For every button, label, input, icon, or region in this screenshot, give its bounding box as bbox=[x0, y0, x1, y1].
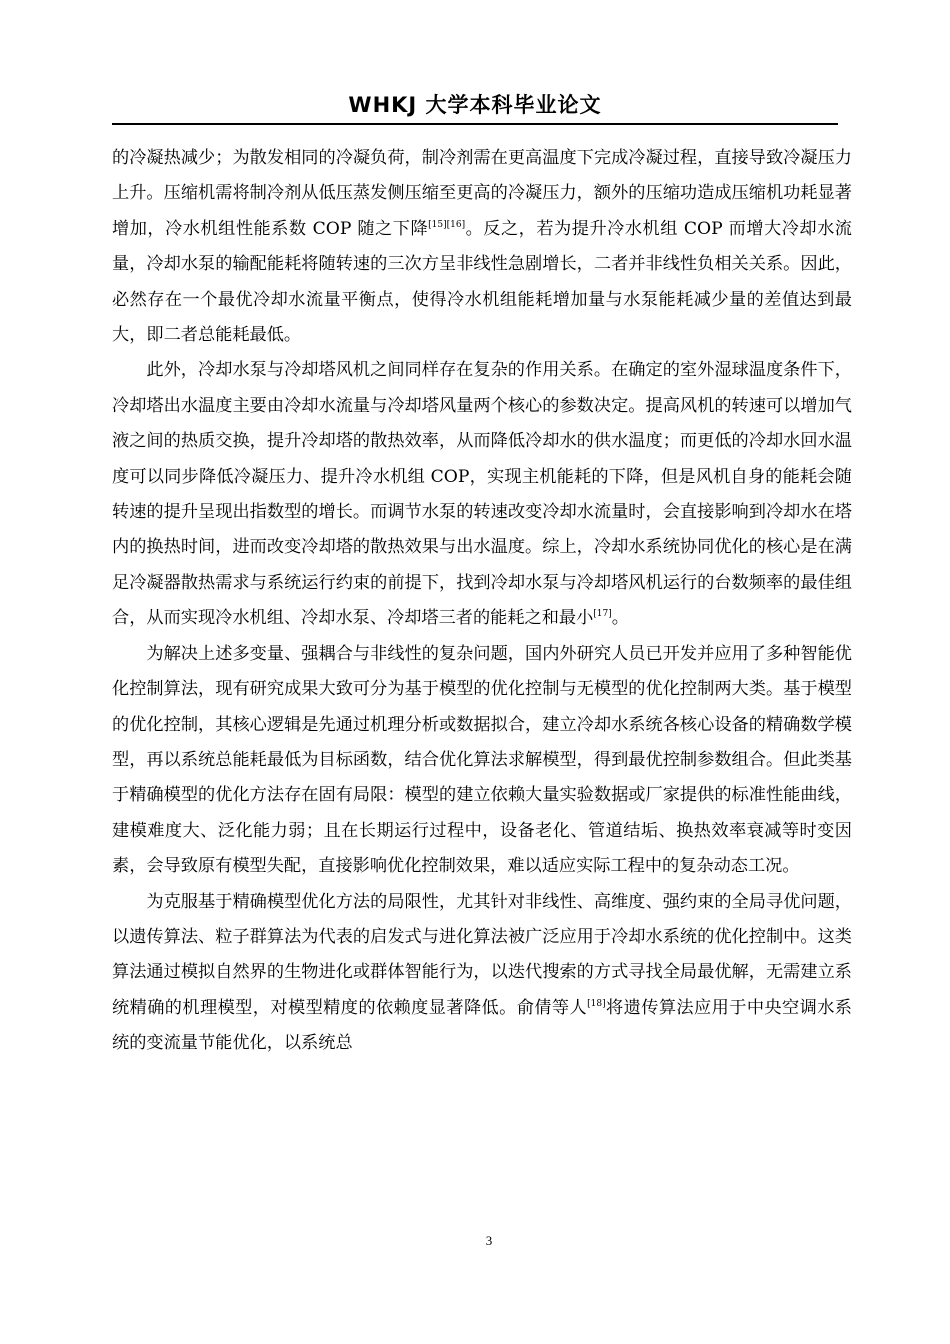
citation: [17] bbox=[593, 609, 612, 620]
body-text bbox=[112, 141, 852, 1062]
paragraph bbox=[112, 353, 852, 636]
paragraph-text: 的冷凝热减少；为散发相同的冷凝负荷，制冷剂需在更高温度下完成冷凝过程，直接导致冷凝压力上升。压缩机需将制冷剂从低压蒸发侧压缩至更高的冷凝压力，额外的压缩功造成压缩机功耗显著增加，冷水机组性能系数 COP 随之下降 bbox=[112, 148, 852, 239]
header-divider bbox=[112, 123, 838, 125]
paragraph-text: 将遗传算法应用于中央空调水系统的变流量节能优化，以系统总 bbox=[112, 997, 852, 1054]
page-number: 3 bbox=[485, 1233, 493, 1248]
paragraph-text: 为解决上述多变量、强耦合与非线性的复杂问题，国内外研究人员已开发并应用了多种智能优化控制算法，现有研究成果大致可分为基于模型的优化控制与无模型的优化控制两大类。基于模型的优化控制，其核心逻辑是先通过机理分析或数据拟合，建立冷却水系统各核心设备的精确数学模型，再以系统总能耗最低为目标函数，结合优化算法求解模型，得到最优控制参数组合。但此类基于精确模型的优化方法存在固有局限：模型的建立依赖大量实验数据或厂家提供的标准性能曲线，建模难度大、泛化能力弱；且在长期运行过程中，设备老化、管道结垢、换热效率衰减等时变因素，会导致原有模型失配，直接影响优化控制效果，难以适应实际工程中的复杂动态工况。 bbox=[112, 643, 852, 877]
paragraph-text: 。 bbox=[611, 608, 629, 629]
citation: [15][16] bbox=[428, 219, 466, 230]
citation: [18] bbox=[587, 998, 606, 1009]
paragraph-text: 此外，冷却水泵与冷却塔风机之间同样存在复杂的作用关系。在确定的室外湿球温度条件下，冷却塔出水温度主要由冷却水流量与冷却塔风量两个核心的参数决定。提高风机的转速可以增加气液之间的热质交换，提升冷却塔的散热效率，从而降低冷却水的供水温度；而更低的冷却水回水温度可以同步降低冷凝压力、提升冷水机组 COP，实现主机能耗的下降，但是风机自身的能耗会随转速的提升呈现出指数型的增长。而调节水泵的转速改变冷却水流量时，会直接影响到冷却水在塔内的换热时间，进而改变冷却塔的散热效果与出水温度。综上，冷却水系统协同优化的核心是在满足冷凝器散热需求与系统运行约束的前提下，找到冷却水泵与冷却塔风机运行的台数频率的最佳组合，从而实现冷水机组、冷却水泵、冷却塔三者的能耗之和最小 bbox=[112, 360, 852, 629]
paragraph bbox=[112, 885, 852, 1062]
paragraph-text: 。反之，若为提升冷水机组 COP 而增大冷却水流量，冷却水泵的输配能耗将随转速的三次方呈非线性急剧增长，二者并非线性负相关关系。因此，必然存在一个最优冷却水流量平衡点，使得冷水机组能耗增加量与水泵能耗减少量的差值达到最大，即二者总能耗最低。 bbox=[112, 218, 852, 346]
page-header-title: WHKJ 大学本科毕业论文 bbox=[348, 93, 602, 117]
paragraph-text: 为克服基于精确模型优化方法的局限性，尤其针对非线性、高维度、强约束的全局寻优问题，以遗传算法、粒子群算法为代表的启发式与进化算法被广泛应用于冷却水系统的优化控制中。这类算法通过模拟自然界的生物进化或群体智能行为，以迭代搜索的方式寻找全局最优解，无需建立系统精确的机理模型，对模型精度的依赖度显著降低。俞倩等人 bbox=[112, 891, 852, 1018]
paragraph bbox=[112, 141, 852, 353]
paragraph bbox=[112, 637, 852, 885]
